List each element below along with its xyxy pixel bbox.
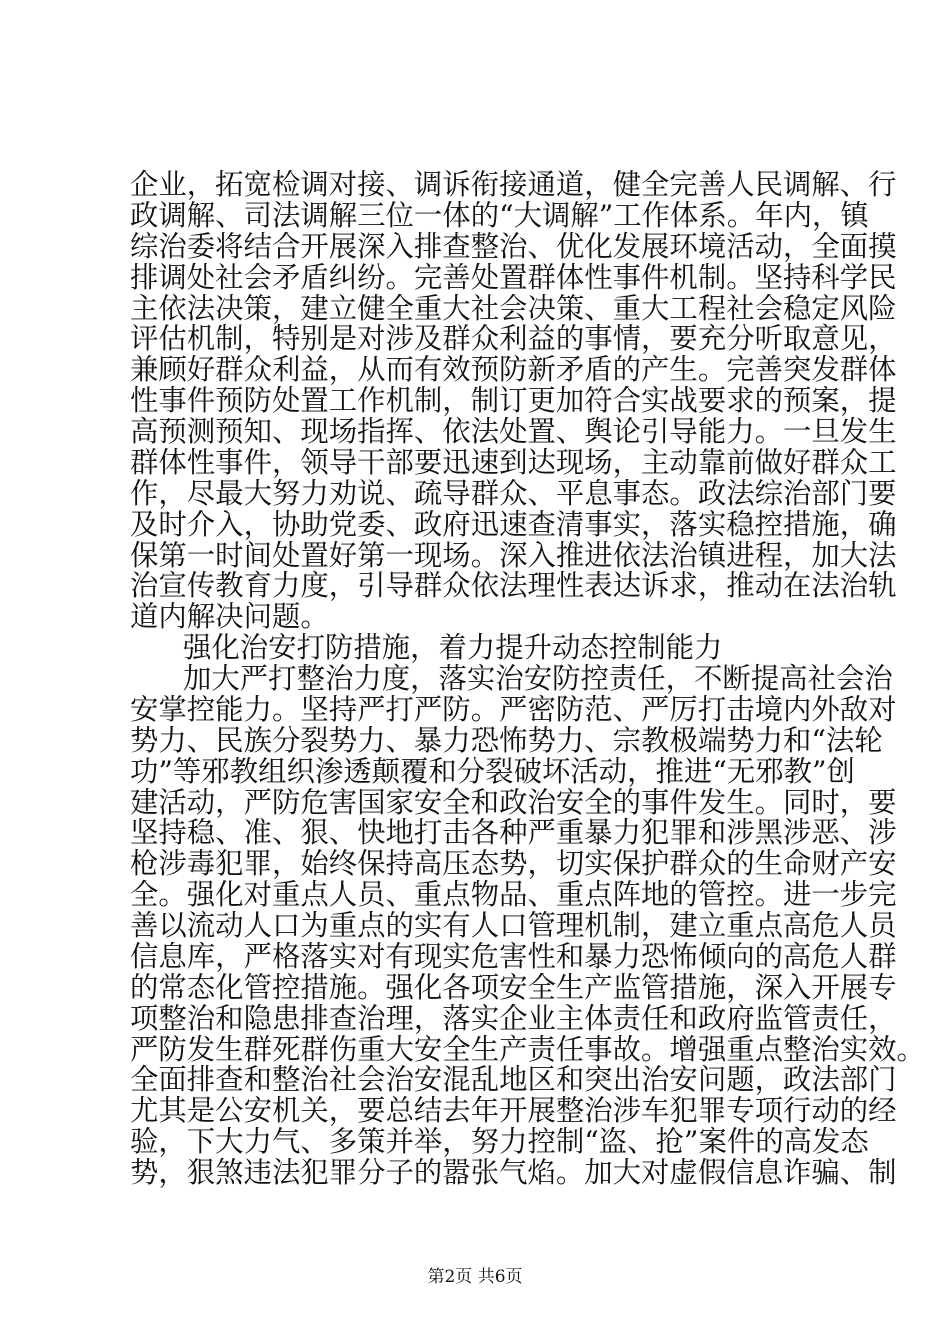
body-text-line: 验，下大力气、多策并举，努力控制“盗、抢”案件的高发态 bbox=[130, 1125, 869, 1159]
body-text-line: 排调处社会矛盾纠纷。完善处置群体性事件机制。坚持科学民 bbox=[130, 260, 897, 294]
body-text-line: 及时介入，协助党委、政府迅速查清事实，落实稳控措施，确 bbox=[130, 507, 897, 541]
body-text-line: 的常态化管控措施。强化各项安全生产监管措施，深入开展专 bbox=[130, 970, 897, 1004]
page-number-footer: 第2页 共6页 bbox=[427, 1267, 523, 1287]
body-text-line: 建活动，严防危害国家安全和政治安全的事件发生。同时，要 bbox=[130, 785, 897, 819]
body-text-line: 全面排查和整治社会治安混乱地区和突出治安问题，政法部门 bbox=[130, 1063, 897, 1097]
body-text-line: 信息库，严格落实对有现实危害性和暴力恐怖倾向的高危人群 bbox=[130, 939, 897, 973]
body-text-line: 保第一时间处置好第一现场。深入推进依法治镇进程，加大法 bbox=[130, 538, 897, 572]
body-text-line: 功”等邪教组织渗透颠覆和分裂破坏活动，推进“无邪教”创 bbox=[130, 754, 855, 788]
body-text-line: 兼顾好群众利益，从而有效预防新矛盾的产生。完善突发群体 bbox=[130, 353, 897, 387]
body-text-line: 全。强化对重点人员、重点物品、重点阵地的管控。进一步完 bbox=[130, 878, 897, 912]
body-text-line: 坚持稳、准、狠、快地打击各种严重暴力犯罪和涉黑涉恶、涉 bbox=[130, 816, 897, 850]
body-text-line: 善以流动人口为重点的实有人口管理机制，建立重点高危人员 bbox=[130, 909, 897, 942]
body-text-line: 作，尽最大努力劝说、疏导群众、平息事态。政法综治部门要 bbox=[130, 476, 897, 510]
body-text-line: 道内解决问题。 bbox=[130, 600, 329, 634]
body-text-line: 企业，拓宽检调对接、调诉衔接通道，健全完善人民调解、行 bbox=[130, 168, 897, 201]
body-text-line: 群体性事件，领导干部要迅速到达现场，主动靠前做好群众工 bbox=[130, 445, 897, 479]
body-text-line: 势，狠煞违法犯罪分子的嚣张气焰。加大对虚假信息诈骗、制 bbox=[130, 1156, 897, 1189]
body-text-line: 尤其是公安机关，要总结去年开展整治涉车犯罪专项行动的经 bbox=[130, 1094, 897, 1128]
body-text-line: 严防发生群死群伤重大安全生产责任事故。增强重点整治实效。 bbox=[130, 1032, 925, 1066]
paragraph-first-line: 加大严打整治力度，落实治安防控责任，不断提高社会治 bbox=[183, 662, 893, 695]
body-text-line: 安掌控能力。坚持严打严防。严密防范、严厉打击境内外敌对 bbox=[130, 692, 897, 726]
body-text-line: 主依法决策，建立健全重大社会决策、重大工程社会稳定风险 bbox=[130, 291, 897, 325]
body-text-line: 势力、民族分裂势力、暴力恐怖势力、宗教极端势力和“法轮 bbox=[130, 723, 883, 757]
body-text-line: 治宣传教育力度，引导群众依法理性表达诉求，推动在法治轨 bbox=[130, 569, 897, 603]
body-text-line: 枪涉毒犯罪，始终保持高压态势，切实保护群众的生命财产安 bbox=[130, 847, 897, 881]
body-text-line: 评估机制，特别是对涉及群众利益的事情，要充分听取意见， bbox=[130, 322, 897, 356]
body-text-line: 项整治和隐患排查治理，落实企业主体责任和政府监管责任， bbox=[130, 1001, 897, 1035]
section-heading: 强化治安打防措施，着力提升动态控制能力 bbox=[183, 631, 723, 665]
body-text-line: 性事件预防处置工作机制，制订更加符合实战要求的预案，提 bbox=[130, 384, 897, 418]
body-text-line: 综治委将结合开展深入排查整治、优化发展环境活动，全面摸 bbox=[130, 229, 897, 263]
body-text-line: 高预测预知、现场指挥、依法处置、舆论引导能力。一旦发生 bbox=[130, 415, 897, 448]
body-text-line: 政调解、司法调解三位一体的“大调解”工作体系。年内，镇 bbox=[130, 198, 869, 232]
